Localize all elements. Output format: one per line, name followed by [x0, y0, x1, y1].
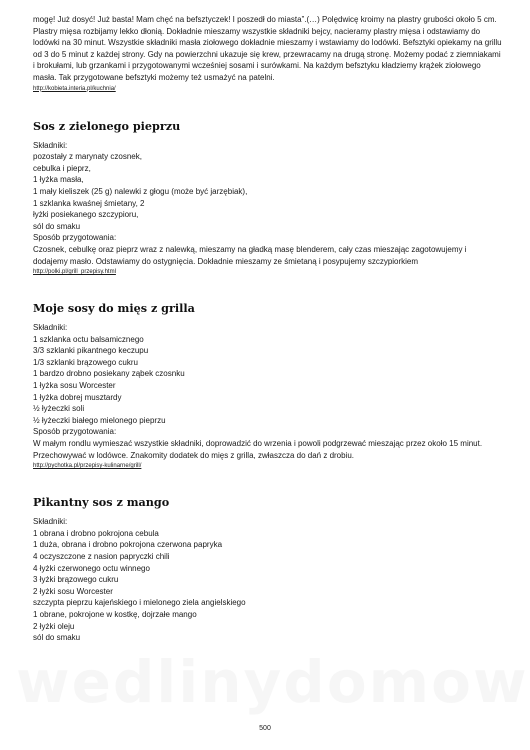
- ingredient-line: łyżki posiekanego szczypioru,: [33, 210, 139, 220]
- recipe-title: Moje sosy do mięs z grilla: [33, 301, 195, 316]
- ingredients-label: Składniki:: [33, 140, 68, 150]
- ingredients-label: Składniki:: [33, 517, 68, 527]
- ingredient-line: 1 obrane, pokrojone w kostkę, dojrzałe mango: [33, 609, 197, 619]
- source-link[interactable]: http://kobieta.interia.pl/kuchnia/: [33, 85, 116, 92]
- ingredient-line: cebulka i pieprz,: [33, 163, 91, 173]
- ingredient-line: 1 szklanka kwaśnej śmietany, 2: [33, 198, 145, 208]
- ingredient-line: 1 łyżka sosu Worcester: [33, 381, 116, 391]
- ingredient-line: 1 duża, obrana i drobno pokrojona czerwona papryka: [33, 540, 223, 550]
- page-number: 500: [259, 725, 271, 732]
- ingredient-line: 4 łyżki czerwonego octu winnego: [33, 563, 150, 573]
- recipe-section: [33, 301, 503, 471]
- ingredient-line: 2 łyżki sosu Worcester: [33, 586, 113, 596]
- ingredient-line: 1 łyżka dobrej musztardy: [33, 392, 122, 402]
- source-link[interactable]: http://pychotka.pl/przepisy-kulinarne/grill/: [33, 463, 142, 470]
- recipe-section: [33, 495, 503, 644]
- watermark: [16, 648, 516, 716]
- document-page: [33, 14, 503, 644]
- ingredient-line: 1/3 szklanki brązowego cukru: [33, 357, 138, 367]
- ingredient-line: 2 łyżki oleju: [33, 621, 75, 631]
- ingredient-line: ½ łyżeczki soli: [33, 404, 85, 414]
- source-link[interactable]: http://polki.pl/grill_przepisy.html: [33, 269, 116, 276]
- ingredient-line: sól do smaku: [33, 221, 81, 231]
- ingredient-line: 1 łyżka masła,: [33, 175, 84, 185]
- recipe-title: Sos z zielonego pieprzu: [33, 118, 181, 133]
- method-text: Czosnek, cebulkę oraz pieprz wraz z nalewką, mieszamy na gładką masę blenderem, cały czas mieszając zagotowujemy i dodajemy masło. Odstawiamy do ostygnięcia. Dokładnie mieszamy ze śmietaną i posypujemy szczypiorkiem: [33, 244, 467, 266]
- ingredient-line: 1 szklanka octu balsamicznego: [33, 334, 144, 344]
- method-label: Sposób przygotowania:: [33, 233, 117, 243]
- method-text: W małym rondlu wymieszać wszystkie składniki, doprowadzić do wrzenia i powoli podgrzewać mieszając przez około 15 minut. Przechowywać w lodówce. Znakomity dodatek do mięs z grilla, zwłaszcza do dań z drobiu.: [33, 439, 483, 460]
- intro-paragraph: mogę! Już dosyć! Już basta! Mam chęć na befsztyczek! I poszedł do miasta”.(…) Polędwicę kroimy na plastry grubości około 5 cm. Plastry mięsa rozbijamy lekko dłonią. Dokładnie mieszamy wszystkie składniki bejcy, nacieramy plastry mięsa i odstawiamy do lodówki na 30 minut. Wszystkie składniki masła ziołowego dokładnie mieszamy i wstawiamy do lodówki. Befsztyki opiekamy na grillu od 3 do 5 minut z każdej strony. Gdy na powierzchni ukazuje się krew, przewracamy na drugą stronę. Możemy podać z ziemniakami i brokułami, lub grzankami i przygotowanymi wcześniej sosami i surówkami. Na każdym befsztyku kładziemy krążek ziołowego masła. Tak przygotowane befsztyki możemy też usmażyć na patelni.: [33, 15, 502, 82]
- method-label: Sposób przygotowania:: [33, 427, 117, 437]
- ingredient-line: 1 bardzo drobno posiekany ząbek czosnku: [33, 369, 185, 379]
- ingredient-line: sól do smaku: [33, 633, 81, 643]
- ingredient-line: pozostały z marynaty czosnek,: [33, 152, 142, 162]
- ingredient-line: 1 mały kieliszek (25 g) nalewki z głogu (może być jarzębiak),: [33, 186, 248, 196]
- ingredient-line: 3 łyżki brązowego cukru: [33, 575, 119, 585]
- recipe-section: [33, 119, 503, 278]
- ingredient-line: szczypta pieprzu kajeńskiego i mielonego ziela angielskiego: [33, 598, 246, 608]
- ingredient-line: 3/3 szklanki pikantnego keczupu: [33, 346, 149, 356]
- ingredients-label: Składniki:: [33, 323, 68, 333]
- ingredient-list: [33, 140, 503, 244]
- ingredient-line: ½ łyżeczki białego mielonego pieprzu: [33, 415, 166, 425]
- recipe-title: Pikantny sos z mango: [33, 495, 170, 510]
- ingredient-line: 1 obrana i drobno pokrojona cebula: [33, 528, 159, 538]
- ingredient-list: [33, 516, 503, 644]
- ingredient-line: 4 oczyszczone z nasion papryczki chili: [33, 552, 170, 561]
- ingredient-list: [33, 322, 503, 438]
